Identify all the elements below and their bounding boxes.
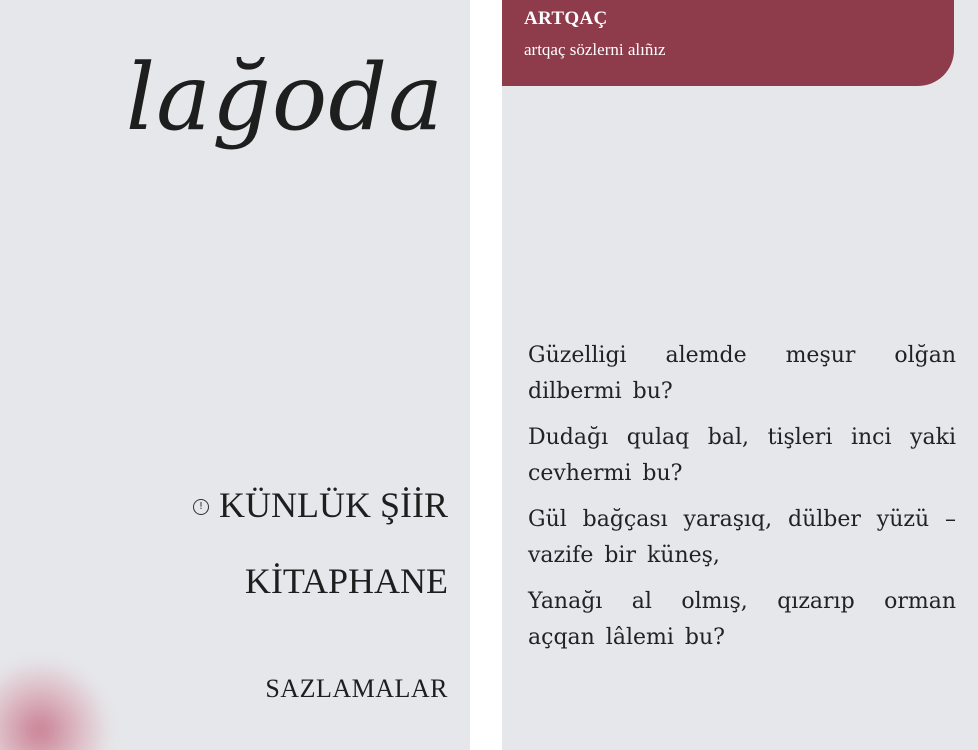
menu-item-library[interactable]: [245, 560, 448, 602]
decorative-blur: [0, 660, 110, 750]
menu-item-library-label: KİTAPHANE: [244, 561, 448, 601]
banner-title: ARTQAÇ: [524, 8, 608, 29]
poem-line: Dudağı qulaq bal, tişleri inci yaki cevhermi bu?: [528, 425, 956, 486]
app-logo: lağoda: [125, 44, 444, 151]
poem-line: Yanağı al olmış, qızarıp orman açqan lâlemi bu?: [528, 589, 956, 650]
navigation-panel: [0, 0, 470, 750]
ad-banner[interactable]: [502, 0, 954, 86]
menu-item-settings[interactable]: [265, 674, 448, 704]
poem-line: Güzelligi alemde meşur olğan dilbermi bu?: [528, 343, 956, 404]
banner-subtitle: artqaç sözlerni alıñız: [524, 40, 666, 59]
menu-item-daily-poem[interactable]: [193, 484, 448, 526]
poem-line: Gül bağçası yaraşıq, dülber yüzü – vazife bir küneş,: [528, 507, 956, 568]
menu-item-daily-poem-label: KÜNLÜK ŞİİR: [219, 485, 448, 525]
poem-text: [528, 338, 956, 666]
info-icon[interactable]: !: [193, 499, 209, 515]
menu-item-settings-label: SAZLAMALAR: [265, 674, 448, 703]
poem-reader-panel: [502, 0, 978, 750]
